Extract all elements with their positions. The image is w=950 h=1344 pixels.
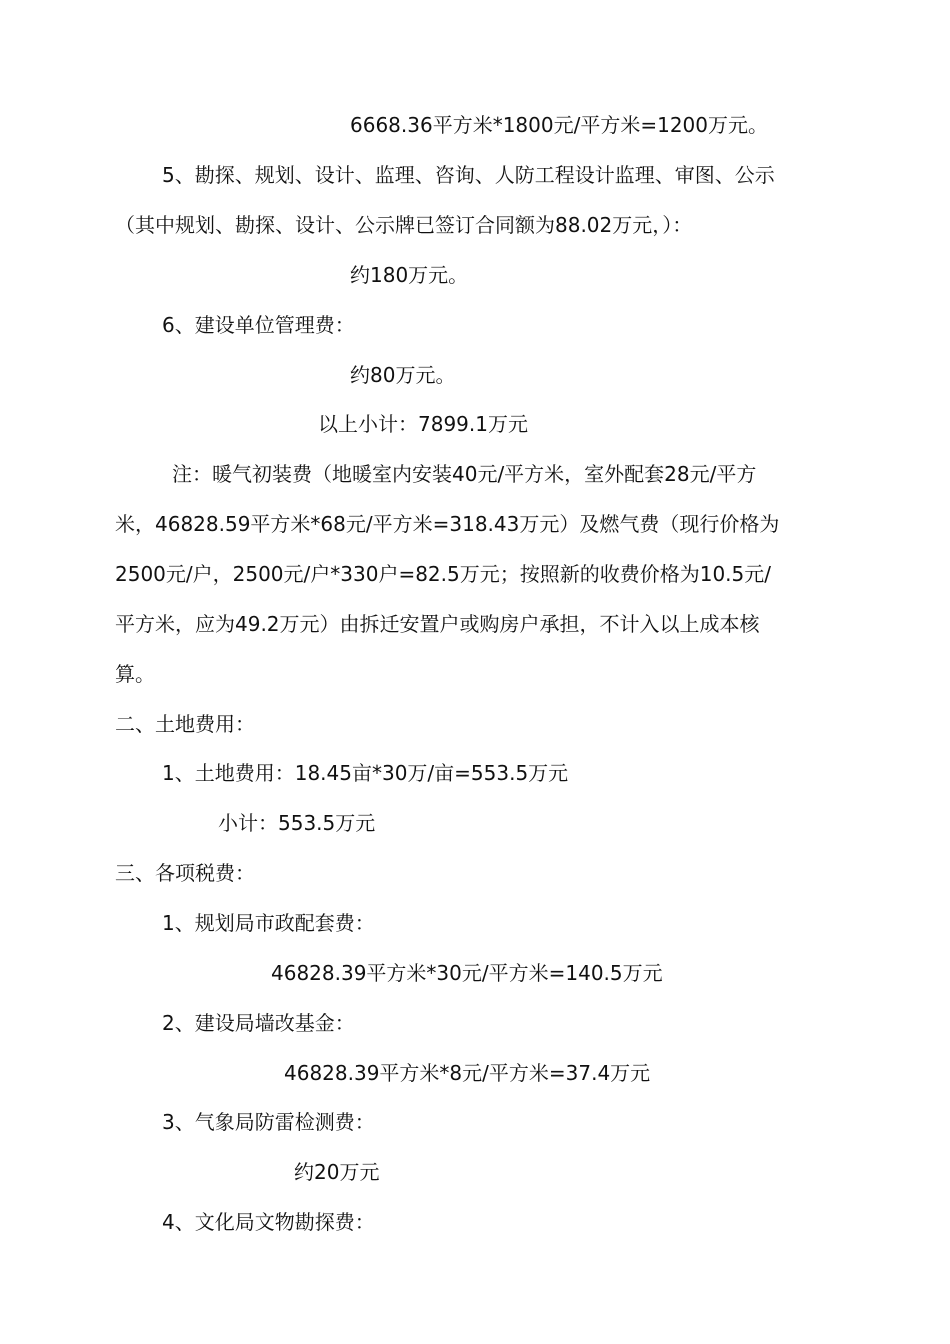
text-line: 46828.39平方米*8元/平方米=37.4万元 — [284, 1061, 651, 1085]
note-line: 平方米，应为49.2万元）由拆迁安置户或购房户承担，不计入以上成本核 — [115, 612, 760, 636]
text-line: 1、土地费用：18.45亩*30万/亩=553.5万元 — [162, 761, 569, 785]
text-line: 6668.36平方米*1800元/平方米=1200万元。 — [350, 113, 768, 137]
text-line: 1、规划局市政配套费： — [162, 911, 375, 935]
text-line: 46828.39平方米*30元/平方米=140.5万元 — [271, 961, 663, 985]
text-line: 6、建设单位管理费： — [162, 313, 355, 337]
text-line: （其中规划、勘探、设计、公示牌已签订合同额为88.02万元，）： — [115, 213, 693, 237]
subtotal-line: 小计：553.5万元 — [218, 811, 376, 835]
section-heading: 三、各项税费： — [115, 861, 255, 885]
section-heading: 二、土地费用： — [115, 712, 255, 736]
note-line: 米，46828.59平方米*68元/平方米=318.43万元）及燃气费（现行价格为 — [115, 512, 780, 536]
text-line: 约180万元。 — [350, 263, 469, 287]
text-line: 3、气象局防雷检测费： — [162, 1110, 375, 1134]
note-line: 算。 — [115, 662, 155, 686]
text-line: 2、建设局墙改基金： — [162, 1011, 355, 1035]
note-line: 2500元/户，2500元/户*330户=82.5万元；按照新的收费价格为10.5元/ — [115, 562, 772, 586]
text-line: 约20万元 — [294, 1160, 380, 1184]
subtotal-line: 以上小计：7899.1万元 — [318, 412, 528, 436]
text-line: 5、勘探、规划、设计、监理、咨询、人防工程设计监理、审图、公示 — [162, 163, 775, 187]
text-line: 4、文化局文物勘探费： — [162, 1210, 375, 1234]
text-line: 约80万元。 — [350, 363, 456, 387]
note-line: 注：暖气初装费（地暖室内安装40元/平方米，室外配套28元/平方 — [172, 462, 757, 486]
